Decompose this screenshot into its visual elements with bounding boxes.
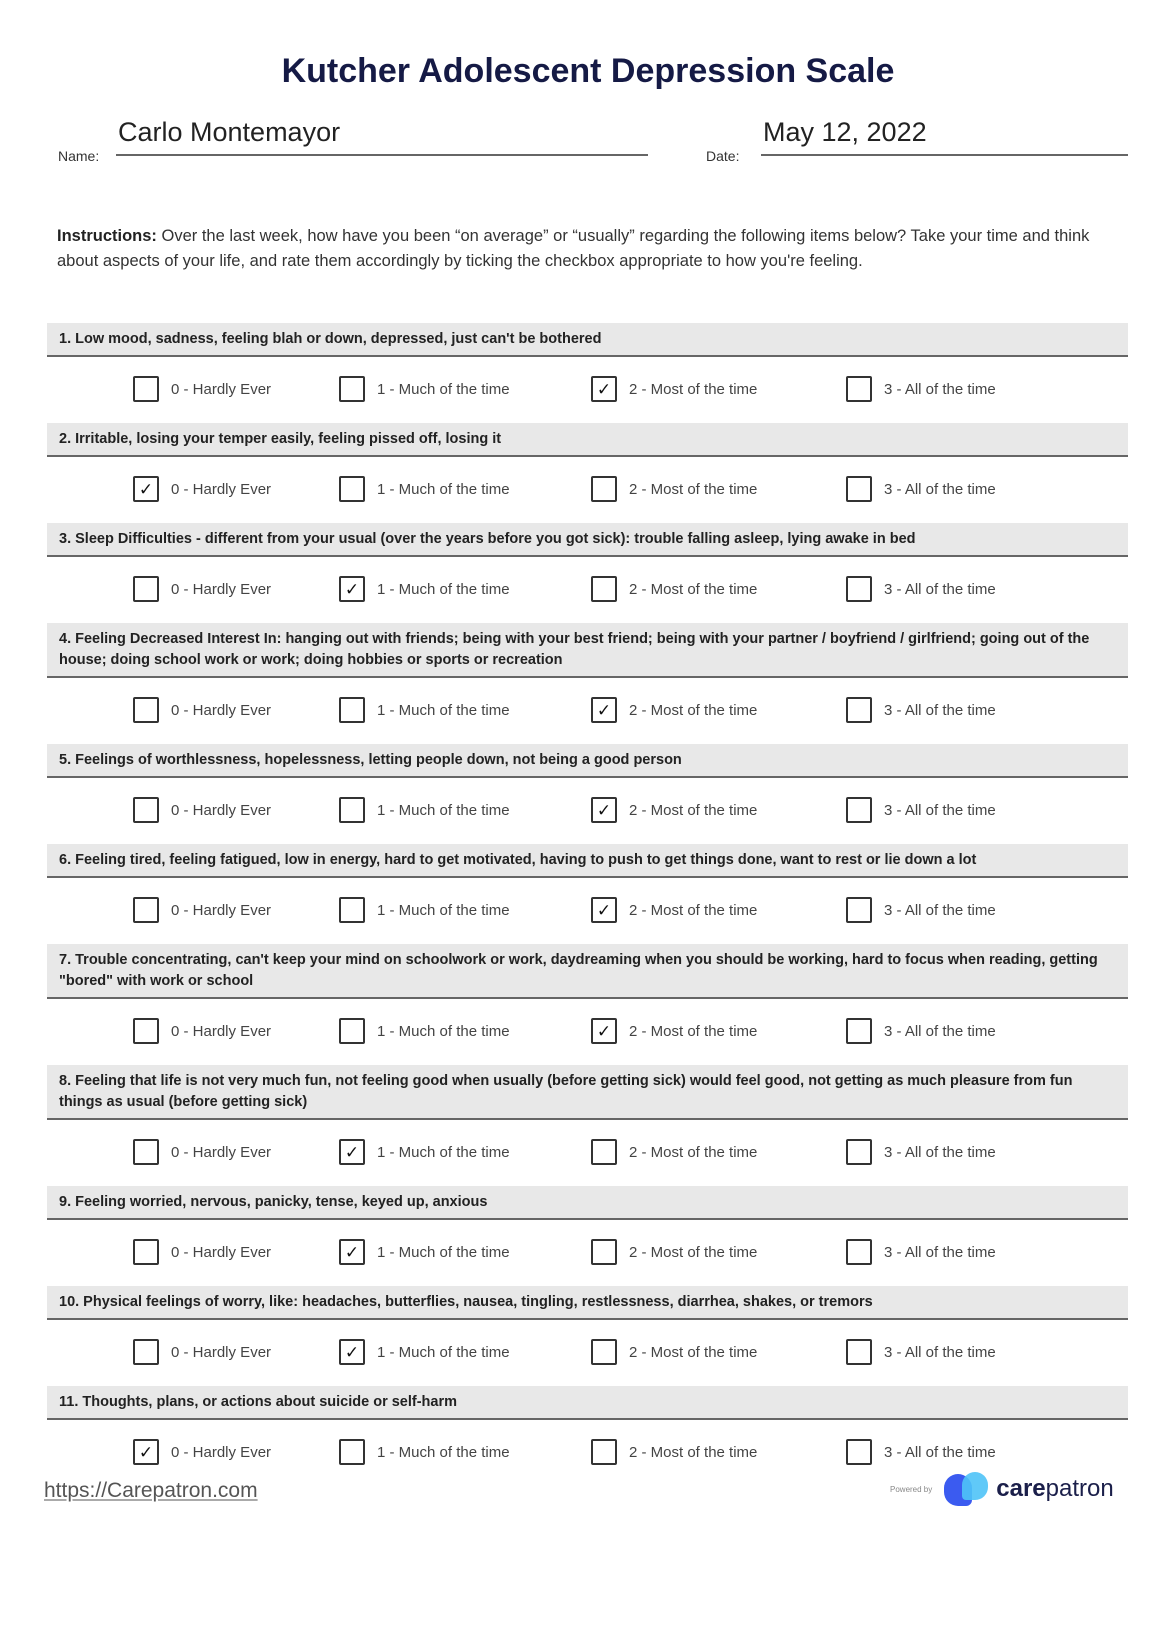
question-text: 10. Physical feelings of worry, like: headaches, butterflies, nausea, tingling, restlessness, diarrhea, shakes, or tremors [47,1286,1128,1320]
date-underline [761,154,1128,156]
page-title: Kutcher Adolescent Depression Scale [281,52,895,90]
checked-checkbox[interactable] [339,576,365,602]
question-item-8 [47,1065,1128,1186]
date-label: Date: [706,148,740,164]
option-3[interactable] [846,376,996,402]
checkbox[interactable] [846,697,872,723]
option-0[interactable] [133,1439,271,1465]
checkbox[interactable] [846,897,872,923]
option-label: 0 - Hardly Ever [171,580,272,598]
option-label: 3 - All of the time [884,1443,996,1461]
answer-options [47,357,1128,423]
checkmark-icon: ✓ [344,1242,360,1262]
checkbox[interactable] [846,1339,872,1365]
checkbox[interactable] [339,376,365,402]
option-label: 0 - Hardly Ever [171,1443,272,1461]
option-1[interactable] [339,1239,510,1265]
name-label: Name: [58,148,100,164]
question-text: 4. Feeling Decreased Interest In: hanging out with friends; being with your best friend; being with your partner / boyfriend / girlfriend; going out of the house; doing school work or work; doing hobbies or sports or recreation [47,623,1128,678]
answer-options [47,1220,1128,1286]
brand-rest: patron [1045,1475,1114,1502]
checkbox[interactable] [133,897,159,923]
checked-checkbox[interactable] [591,1018,617,1044]
checkmark-icon: ✓ [138,479,154,499]
name-field [58,117,648,164]
option-2[interactable] [591,897,757,923]
option-3[interactable] [846,1018,996,1044]
checked-checkbox[interactable] [339,1139,365,1165]
option-label: 3 - All of the time [884,901,996,919]
question-text: 11. Thoughts, plans, or actions about suicide or self-harm [47,1386,1128,1420]
option-label: 0 - Hardly Ever [171,380,272,398]
option-3[interactable] [846,1339,996,1365]
option-label: 1 - Much of the time [377,901,510,919]
option-label: 3 - All of the time [884,1243,996,1261]
question-item-11 [47,1386,1128,1486]
option-label: 0 - Hardly Ever [171,1243,272,1261]
option-label: 3 - All of the time [884,1343,996,1361]
option-label: 3 - All of the time [884,701,996,719]
question-text: 3. Sleep Difficulties - different from your usual (over the years before you got sick): trouble falling asleep, lying awake in bed [47,523,1128,557]
checked-checkbox[interactable] [133,476,159,502]
answer-options [47,999,1128,1065]
answer-options [47,1120,1128,1186]
checkmark-icon: ✓ [596,800,612,820]
checkbox[interactable] [846,1139,872,1165]
option-0[interactable] [133,1239,271,1265]
question-item-1 [47,323,1128,423]
option-3[interactable] [846,1439,996,1465]
questionnaire-items [47,323,1128,1486]
option-label: 2 - Most of the time [629,1343,758,1361]
question-item-7 [47,944,1128,1065]
option-2[interactable] [591,476,757,502]
option-label: 0 - Hardly Ever [171,1343,272,1361]
checkmark-icon: ✓ [596,700,612,720]
checkmark-icon: ✓ [344,579,360,599]
checkbox[interactable] [133,1239,159,1265]
checkmark-icon: ✓ [138,1442,154,1462]
checkmark-icon: ✓ [344,1142,360,1162]
option-0[interactable] [133,797,271,823]
question-text: 1. Low mood, sadness, feeling blah or down, depressed, just can't be bothered [47,323,1128,357]
option-3[interactable] [846,1239,996,1265]
option-label: 0 - Hardly Ever [171,480,272,498]
checkbox[interactable] [339,476,365,502]
checkbox[interactable] [591,476,617,502]
answer-options [47,1320,1128,1386]
answer-options [47,678,1128,744]
option-label: 1 - Much of the time [377,1443,510,1461]
checkbox[interactable] [591,1239,617,1265]
checked-checkbox[interactable] [133,1439,159,1465]
checkbox[interactable] [591,1139,617,1165]
checkbox[interactable] [133,797,159,823]
checkbox[interactable] [133,576,159,602]
date-value[interactable]: May 12, 2022 [763,117,927,147]
option-label: 0 - Hardly Ever [171,901,272,919]
checkbox[interactable] [846,576,872,602]
brand-bold: care [996,1475,1046,1502]
option-label: 1 - Much of the time [377,1243,510,1261]
checkbox[interactable] [846,1018,872,1044]
option-1[interactable] [339,1339,510,1365]
option-label: 1 - Much of the time [377,1143,510,1161]
carepatron-logo-icon [944,1472,990,1506]
checkbox[interactable] [339,1018,365,1044]
checkmark-icon: ✓ [596,1021,612,1041]
checkbox[interactable] [339,897,365,923]
option-1[interactable] [339,476,510,502]
option-1[interactable] [339,1139,510,1165]
option-0[interactable] [133,1139,271,1165]
question-text: 6. Feeling tired, feeling fatigued, low in energy, hard to get motivated, having to push to get things done, want to rest or lie down a lot [47,844,1128,878]
checkmark-icon: ✓ [344,1342,360,1362]
question-text: 8. Feeling that life is not very much fun, not feeling good when usually (before getting sick) would feel good, not getting as much pleasure from fun things as usual (before getting sick) [47,1065,1128,1120]
option-1[interactable] [339,1018,510,1044]
answer-options [47,557,1128,623]
question-item-4 [47,623,1128,744]
option-label: 3 - All of the time [884,801,996,819]
option-label: 3 - All of the time [884,580,996,598]
checked-checkbox[interactable] [591,897,617,923]
option-2[interactable] [591,576,757,602]
option-0[interactable] [133,376,271,402]
option-label: 2 - Most of the time [629,1022,758,1040]
checkbox[interactable] [591,1339,617,1365]
name-underline [116,154,648,156]
option-1[interactable] [339,797,510,823]
option-label: 3 - All of the time [884,480,996,498]
option-2[interactable] [591,797,757,823]
option-3[interactable] [846,797,996,823]
option-1[interactable] [339,376,510,402]
option-label: 2 - Most of the time [629,1143,758,1161]
option-label: 1 - Much of the time [377,801,510,819]
question-item-2 [47,423,1128,523]
option-label: 1 - Much of the time [377,480,510,498]
checkbox[interactable] [591,576,617,602]
option-0[interactable] [133,1018,271,1044]
option-2[interactable] [591,1439,757,1465]
option-0[interactable] [133,697,271,723]
question-item-3 [47,523,1128,623]
option-label: 0 - Hardly Ever [171,701,272,719]
checked-checkbox[interactable] [339,1339,365,1365]
checkbox[interactable] [133,1339,159,1365]
checked-checkbox[interactable] [591,376,617,402]
option-2[interactable] [591,1018,757,1044]
option-2[interactable] [591,1139,757,1165]
question-item-10 [47,1286,1128,1386]
option-label: 0 - Hardly Ever [171,801,272,819]
option-0[interactable] [133,576,271,602]
option-label: 2 - Most of the time [629,380,758,398]
option-label: 1 - Much of the time [377,1343,510,1361]
checkbox[interactable] [339,697,365,723]
option-label: 1 - Much of the time [377,701,510,719]
option-2[interactable] [591,1239,757,1265]
checkbox[interactable] [133,376,159,402]
checkbox[interactable] [339,797,365,823]
question-text: 9. Feeling worried, nervous, panicky, tense, keyed up, anxious [47,1186,1128,1220]
question-item-9 [47,1186,1128,1286]
option-2[interactable] [591,376,757,402]
option-3[interactable] [846,576,996,602]
checkbox[interactable] [133,1139,159,1165]
option-label: 2 - Most of the time [629,901,758,919]
option-label: 0 - Hardly Ever [171,1022,272,1040]
option-label: 1 - Much of the time [377,1022,510,1040]
option-label: 2 - Most of the time [629,1243,758,1261]
checkbox[interactable] [846,1239,872,1265]
checked-checkbox[interactable] [339,1239,365,1265]
option-0[interactable] [133,897,271,923]
carepatron-logo [890,1472,1114,1506]
option-label: 3 - All of the time [884,1022,996,1040]
checkbox[interactable] [846,1439,872,1465]
option-3[interactable] [846,897,996,923]
checked-checkbox[interactable] [591,797,617,823]
checkbox[interactable] [133,1018,159,1044]
checkmark-icon: ✓ [596,900,612,920]
powered-by-label: Powered by [890,1484,933,1494]
checkbox[interactable] [339,1439,365,1465]
option-label: 2 - Most of the time [629,701,758,719]
carepatron-link[interactable]: https://Carepatron.com [44,1479,258,1502]
option-label: 2 - Most of the time [629,480,758,498]
name-value[interactable]: Carlo Montemayor [118,117,341,147]
option-label: 3 - All of the time [884,1143,996,1161]
instructions [57,224,1127,274]
option-2[interactable] [591,697,757,723]
option-label: 2 - Most of the time [629,801,758,819]
option-3[interactable] [846,1139,996,1165]
answer-options [47,778,1128,844]
question-text: 2. Irritable, losing your temper easily, feeling pissed off, losing it [47,423,1128,457]
option-1[interactable] [339,1439,510,1465]
brand-name [996,1475,1113,1503]
answer-options [47,457,1128,523]
question-item-5 [47,744,1128,844]
option-3[interactable] [846,697,996,723]
option-label: 1 - Much of the time [377,580,510,598]
checkbox[interactable] [133,697,159,723]
option-0[interactable] [133,476,271,502]
answer-options [47,878,1128,944]
checkbox[interactable] [846,797,872,823]
checkbox[interactable] [591,1439,617,1465]
instructions-label: Instructions: [57,227,157,245]
checkbox[interactable] [846,476,872,502]
checkmark-icon: ✓ [596,379,612,399]
option-label: 2 - Most of the time [629,1443,758,1461]
option-label: 0 - Hardly Ever [171,1143,272,1161]
option-1[interactable] [339,576,510,602]
instructions-text: Over the last week, how have you been “on average” or “usually” regarding the following items below? Take your time and think about aspects of your life, and rate them accordingly by ticking the checkbox appropriate to how you're feeling. [57,227,1090,270]
option-label: 1 - Much of the time [377,380,510,398]
option-label: 3 - All of the time [884,380,996,398]
option-1[interactable] [339,897,510,923]
question-item-6 [47,844,1128,944]
checkbox[interactable] [846,376,872,402]
question-text: 7. Trouble concentrating, can't keep your mind on schoolwork or work, daydreaming when you should be working, hard to focus when reading, getting "bored" with work or school [47,944,1128,999]
option-3[interactable] [846,476,996,502]
question-text: 5. Feelings of worthlessness, hopelessness, letting people down, not being a good person [47,744,1128,778]
option-1[interactable] [339,697,510,723]
option-label: 2 - Most of the time [629,580,758,598]
date-field [706,117,1128,164]
checked-checkbox[interactable] [591,697,617,723]
option-0[interactable] [133,1339,271,1365]
option-2[interactable] [591,1339,757,1365]
